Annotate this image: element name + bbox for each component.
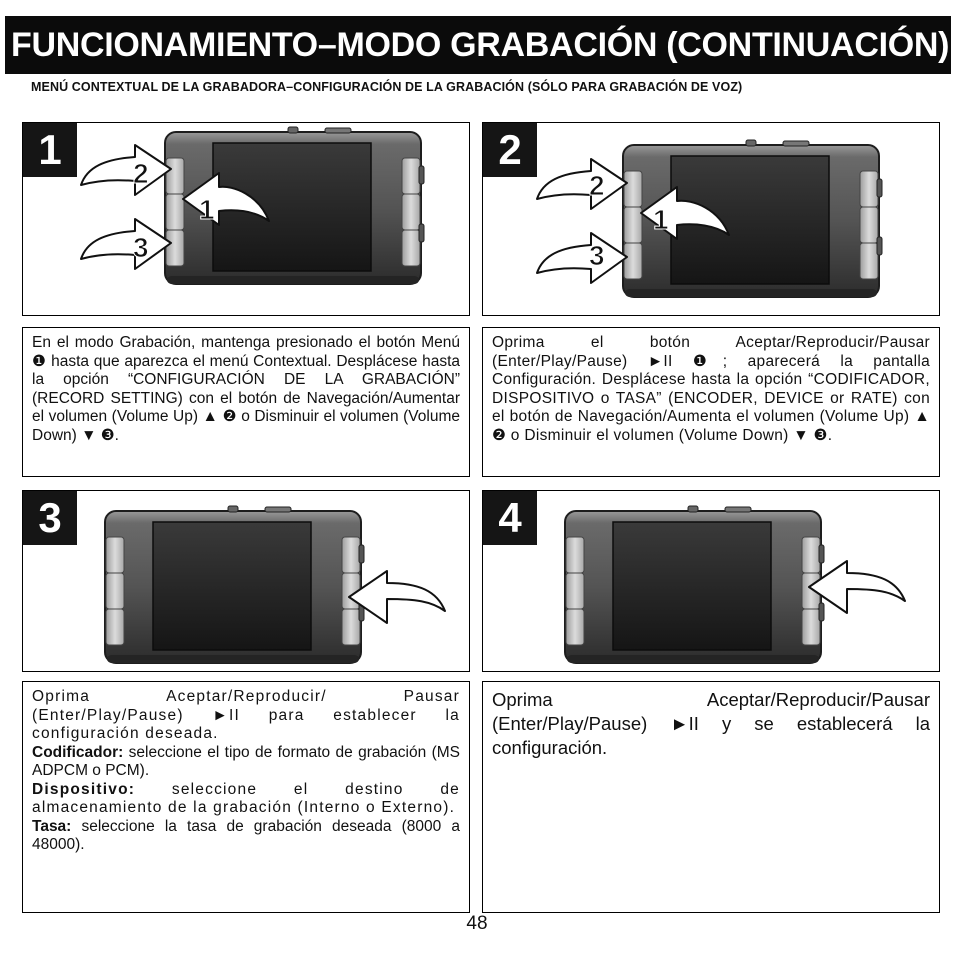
- step1-number: 1: [23, 123, 77, 177]
- step1-illustration-panel: [22, 122, 470, 316]
- arrow-1-label: 1: [653, 204, 669, 235]
- encoder-label: Codificador:: [32, 743, 124, 761]
- arrow-play-button: [349, 571, 445, 623]
- arrow-2-label: 2: [133, 158, 149, 189]
- device-label: Dispositivo:: [32, 780, 136, 798]
- step3-number: 3: [23, 491, 77, 545]
- arrow-1: [641, 187, 729, 239]
- step3-illustration-panel: [22, 490, 470, 672]
- arrow-2-label: 2: [589, 170, 605, 201]
- step1-instructions: [22, 327, 470, 477]
- page-title: FUNCIONAMIENTO–MODO GRABACIÓN (CONTINUACIÓN): [5, 16, 951, 74]
- rate-text: seleccione la tasa de grabación deseada (8000 a 48000).: [32, 817, 460, 853]
- page-number: 48: [466, 913, 488, 934]
- arrow-overlay: [483, 491, 940, 672]
- arrow-2: [537, 159, 627, 209]
- step2-instructions: [482, 327, 940, 477]
- step4-text: Oprima Aceptar/Reproducir/Pausar (Enter/Play/Pause) ►II y se establecerá la configuración.: [492, 689, 930, 758]
- step3-device: [32, 781, 460, 818]
- arrow-3-label: 3: [589, 240, 605, 271]
- device-text: seleccione el destino de almacenamiento de la grabación (Interno o Externo).: [32, 780, 460, 816]
- step1-text: En el modo Grabación, mantenga presionado el botón Menú ❶ hasta que aparezca el menú Contextual. Desplácese hasta la opción “CONFIGURACIÓN DE LA GRABACIÓN” (RECORD SETTING) con el botón de Navegación/Aumentar el volumen (Volume Up) ▲ ❷ o Disminuir el volumen (Volume Down) ▼ ❸.: [32, 334, 460, 444]
- step2-text: Oprima el botón Aceptar/Reproducir/Pausar (Enter/Play/Pause) ►II ❶; aparecerá la pantalla Configuración. Desplácese hasta la opción “CODIFICADOR, DISPOSITIVO o TASA” (ENCODER, DEVICE or RATE) con el botón de Navegación/Aumenta el volumen (Volume Up) ▲ ❷ o Disminuir el volumen (Volume Down) ▼ ❸.: [492, 334, 930, 444]
- arrow-overlay: [23, 491, 470, 672]
- step3-encoder: [32, 744, 460, 781]
- step2-number: 2: [483, 123, 537, 177]
- arrow-overlay: [483, 123, 940, 316]
- step2-illustration-panel: [482, 122, 940, 316]
- encoder-text: seleccione el tipo de formato de grabación (MS ADPCM o PCM).: [32, 743, 460, 779]
- section-subtitle: MENÚ CONTEXTUAL DE LA GRABADORA–CONFIGURACIÓN DE LA GRABACIÓN (SÓLO PARA GRABACIÓN DE VOZ): [31, 80, 743, 94]
- step4-illustration-panel: [482, 490, 940, 672]
- arrow-3: [537, 233, 627, 283]
- arrow-2: [81, 145, 171, 195]
- step3-instructions: [22, 681, 470, 913]
- arrow-3-label: 3: [133, 232, 149, 263]
- step4-instructions: [482, 681, 940, 913]
- arrow-play-button: [809, 561, 905, 613]
- arrow-overlay: [23, 123, 470, 316]
- step3-intro: Oprima Aceptar/Reproducir/ Pausar (Enter/Play/Pause) ►II para establecer la configuración deseada.: [32, 688, 460, 742]
- step4-number: 4: [483, 491, 537, 545]
- arrow-1-label: 1: [199, 194, 215, 225]
- arrow-3: [81, 219, 171, 269]
- rate-label: Tasa:: [32, 817, 72, 835]
- arrow-1: [183, 173, 269, 225]
- step3-rate: [32, 818, 460, 855]
